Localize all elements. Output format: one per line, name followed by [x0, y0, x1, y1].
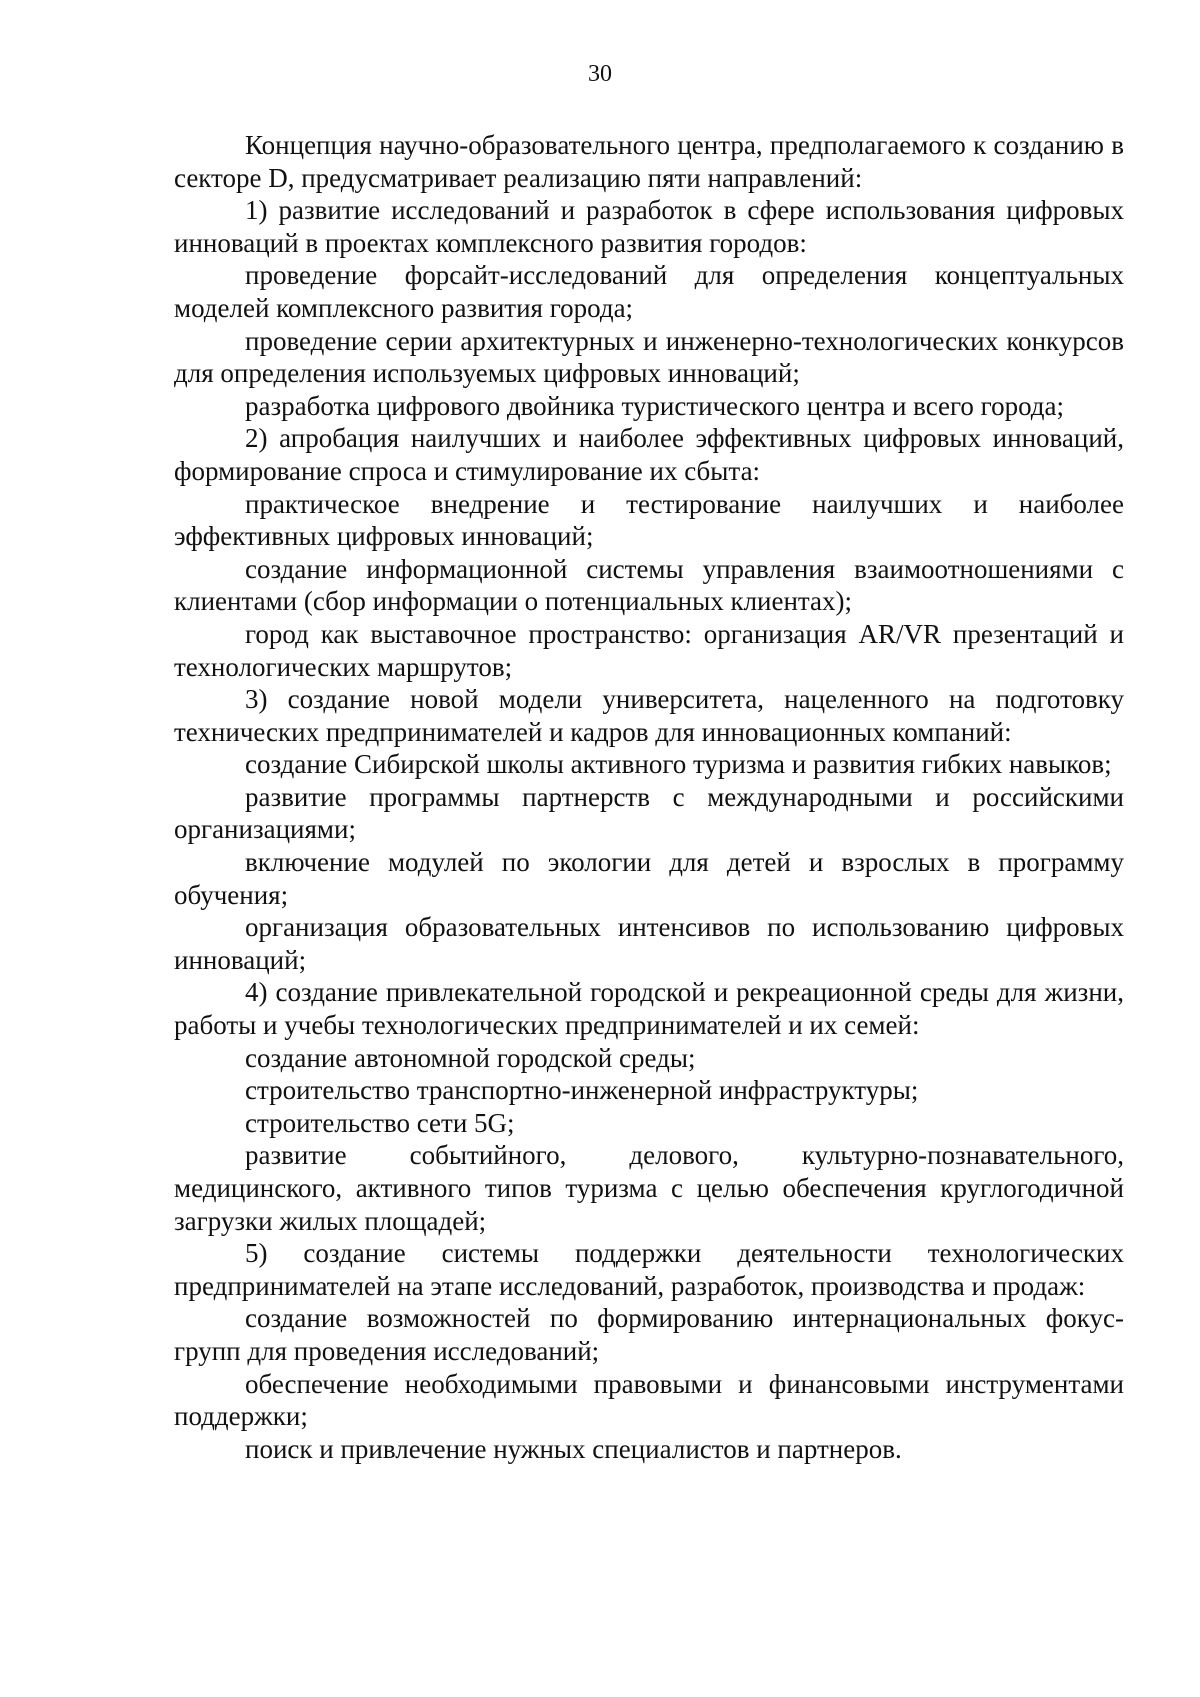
list-item: создание информационной системы управления взаимоотношениями с клиентами (сбор информации о потенциальных клиентах); — [174, 553, 1124, 617]
list-item: строительство сети 5G; — [245, 1107, 515, 1138]
paragraph-intro: Концепция научно-образовательного центра, предполагаемого к созданию в секторе D, предусматривает реализацию пяти направлений: — [174, 130, 1124, 193]
list-item: обеспечение необходимыми правовыми и финансовыми инструментами поддержки; — [174, 1368, 1124, 1432]
page-number: 30 — [588, 61, 612, 87]
paragraph-direction-5: 5) создание системы поддержки деятельности технологических предпринимателей на этапе исследований, разработок, производства и продаж: — [174, 1238, 1124, 1301]
list-item: проведение серии архитектурных и инженерно-технологических конкурсов для определения используемых цифровых инноваций; — [174, 325, 1124, 389]
list-item: создание возможностей по формированию интернациональных фокус-групп для проведения исследований; — [174, 1303, 1124, 1366]
list-item: проведение форсайт-исследований для определения концептуальных моделей комплексного развития города; — [174, 260, 1124, 323]
list-item: создание автономной городской среды; — [245, 1042, 696, 1073]
list-item: разработка цифрового двойника туристического центра и всего города; — [245, 390, 1065, 421]
paragraph-direction-4: 4) создание привлекательной городской и рекреационной среды для жизни, работы и учебы технологических предпринимателей и их семей: — [174, 977, 1124, 1041]
list-item: поиск и привлечение нужных специалистов и партнеров. — [245, 1433, 902, 1464]
list-item: создание Сибирской школы активного туризма и развития гибких навыков; — [245, 749, 1112, 780]
paragraph-direction-2: 2) апробация наилучших и наиболее эффективных цифровых инноваций, формирование спроса и стимулирование их сбыта: — [174, 423, 1124, 486]
list-item: включение модулей по экологии для детей и взрослых в программу обучения; — [174, 847, 1124, 910]
document-body — [174, 129, 1124, 1465]
paragraph-direction-1: 1) развитие исследований и разработок в сфере использования цифровых инноваций в проектах комплексного развития городов: — [174, 195, 1124, 258]
list-item: развитие событийного, делового, культурно-познавательного, медицинского, активного типов туризма с целью обеспечения круглогодичной загрузки жилых площадей; — [174, 1140, 1124, 1236]
list-item: организация образовательных интенсивов по использованию цифровых инноваций; — [174, 912, 1124, 975]
paragraph-direction-3: 3) создание новой модели университета, нацеленного на подготовку технических предпринимателей и кадров для инновационных компаний: — [174, 684, 1124, 747]
list-item: практическое внедрение и тестирование наилучших и наиболее эффективных цифровых инноваций; — [174, 488, 1124, 552]
list-item: строительство транспортно-инженерной инфраструктуры; — [245, 1075, 919, 1106]
list-item: город как выставочное пространство: организация AR/VR презентаций и технологических маршрутов; — [174, 618, 1124, 682]
list-item: развитие программы партнерств с международными и российскими организациями; — [174, 781, 1124, 845]
